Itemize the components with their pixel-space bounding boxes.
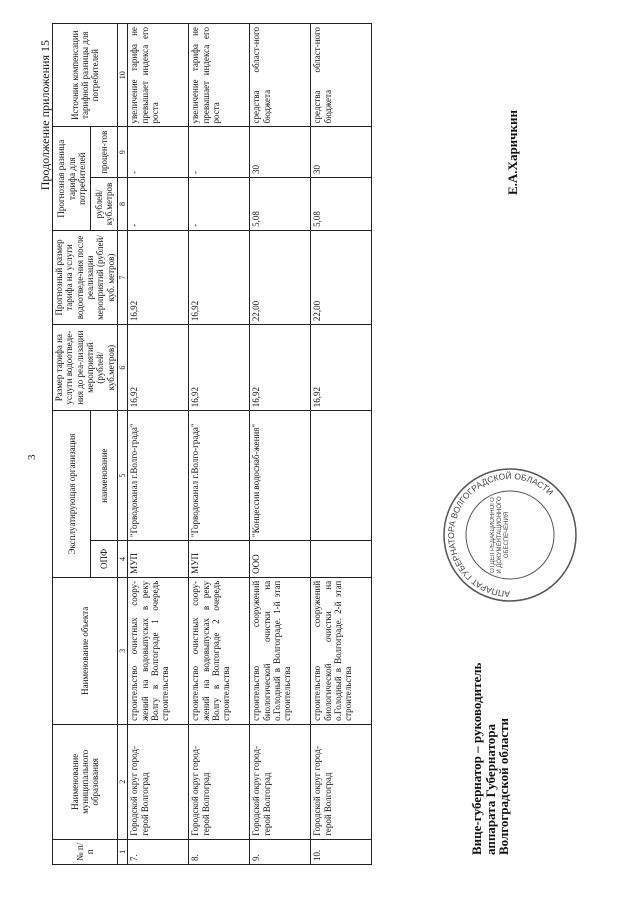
opf-cell: ООО: [250, 541, 311, 578]
col-number: 4: [118, 541, 128, 578]
source-cell: увеличение тарифа не превышает индекса его роста: [128, 24, 189, 127]
col-num-header: № п/п: [53, 839, 118, 864]
tariff-after-cell: 16,92: [128, 230, 189, 324]
col-number: 1: [118, 839, 128, 864]
opf-cell: МУП: [189, 541, 250, 578]
diff-rub-cell: -: [189, 178, 250, 231]
signature-title-line2: аппарата Губернатора: [482, 723, 498, 855]
table-row: [189, 24, 250, 865]
municipality-cell: Городской округ город-герой Волгоград: [128, 724, 189, 839]
object-cell: строительство сооружений биологической очистки на о.Голодный в Волгограде. 1-й этап строительства: [250, 577, 311, 724]
signature-title-line1: Вице-губернатор – руководитель: [469, 662, 484, 855]
col-opname-header: наименование: [91, 411, 118, 541]
col-diff-pct-header: процен-тов: [91, 127, 118, 178]
col-object-header: Наименование объекта: [53, 577, 118, 724]
table-row: [128, 24, 189, 865]
col-opf-header: ОПФ: [91, 541, 118, 578]
table-row: [250, 24, 311, 865]
continuation-heading: Продолжение приложения 15: [38, 40, 52, 191]
signature-title-line3: Волгоградской области: [496, 717, 512, 855]
col-source-header: Источник компенсации тарифной разницы для потребителей: [53, 24, 118, 127]
page-number: 3: [26, 454, 38, 460]
tariff-before-cell: 16,92: [189, 325, 250, 411]
row-number: 7.: [128, 839, 189, 864]
org-cell: "Горводоканал г.Волго-града": [128, 411, 189, 541]
col-number: 10: [118, 24, 128, 127]
col-operator-header: Эксплуатирующая организация: [53, 411, 91, 578]
diff-pct-cell: -: [189, 127, 250, 178]
row-number: 8.: [189, 839, 250, 864]
row-number: 9.: [250, 839, 311, 864]
official-stamp: [440, 465, 580, 605]
col-number: 9: [118, 127, 128, 178]
source-cell: средства област-ного бюджета: [250, 24, 311, 127]
object-cell: строительство очистных соору-жений на водовыпусках в реку Волгу в Волгограде 1 очередь строительства: [128, 577, 189, 724]
org-cell: "Концессии водоснаб-жения": [250, 411, 311, 541]
diff-pct-cell: 30: [311, 127, 372, 178]
object-cell: строительство очистных соору-жений на водовыпусках в реку Волгу в Волгограде 2 очередь строительства: [189, 577, 250, 724]
col-tariff-after-header: Прогнозный размер тарифа на услуги водоотведе-ния после реализации мероприятий (рублей/куб. метров): [53, 230, 118, 324]
signatory-name: Е.А.Харичкин: [505, 110, 520, 195]
municipality-cell: Городской округ город-герой Волгоград: [189, 724, 250, 839]
diff-rub-cell: 5,08: [311, 178, 372, 231]
stamp-ring-text: АППАРАТ ГУБЕРНАТОРА ВОЛГОГРАДСКОЙ ОБЛАСТИ: [445, 470, 556, 600]
diff-rub-cell: -: [128, 178, 189, 231]
col-number: 5: [118, 411, 128, 541]
org-cell: [311, 411, 372, 541]
col-diff-header: Прогнозная разница тарифа для потребителей: [53, 127, 91, 230]
object-cell: строительство сооружений биологической очистки на о.Голодный в Волгограде. 2-й этап строительства: [311, 577, 372, 724]
col-number: 2: [118, 724, 128, 839]
table-row: [311, 24, 372, 865]
tariff-after-cell: 22,00: [311, 230, 372, 324]
org-cell: "Горводоканал г.Волго-града": [189, 411, 250, 541]
col-municipality-header: Наименование муниципального образования: [53, 724, 118, 839]
source-cell: увеличение тарифа не превышает индекса его роста: [189, 24, 250, 127]
tariff-table: [52, 23, 372, 865]
col-number: 3: [118, 577, 128, 724]
tariff-before-cell: 16,92: [311, 325, 372, 411]
opf-cell: [311, 541, 372, 578]
diff-pct-cell: -: [128, 127, 189, 178]
col-number: 6: [118, 325, 128, 411]
source-cell: средства област-ного бюджета: [311, 24, 372, 127]
col-number: 7: [118, 230, 128, 324]
opf-cell: МУП: [128, 541, 189, 578]
col-number: 8: [118, 178, 128, 231]
diff-pct-cell: 30: [250, 127, 311, 178]
stamp-center-text: ОТДЕЛ РЕДАКЦИОННОГО И ДОКУМЕНТАЦИОННОГО ОБЕСПЕЧЕНИЯ: [490, 496, 511, 574]
col-diff-rub-header: рублей/ куб.метров: [91, 178, 118, 231]
diff-rub-cell: 5,08: [250, 178, 311, 231]
tariff-after-cell: 16,92: [189, 230, 250, 324]
row-number: 10.: [311, 839, 372, 864]
col-tariff-before-header: Размер тарифа на услуги водоотведе-ния до реа-лизации мероприятий (рублей/ куб.метров): [53, 325, 118, 411]
tariff-before-cell: 16,92: [128, 325, 189, 411]
tariff-after-cell: 22,00: [250, 230, 311, 324]
municipality-cell: Городской округ город-герой Волгоград: [250, 724, 311, 839]
municipality-cell: Городской округ город-герой Волгоград: [311, 724, 372, 839]
tariff-before-cell: 16,92: [250, 325, 311, 411]
signature-block: [470, 663, 511, 855]
